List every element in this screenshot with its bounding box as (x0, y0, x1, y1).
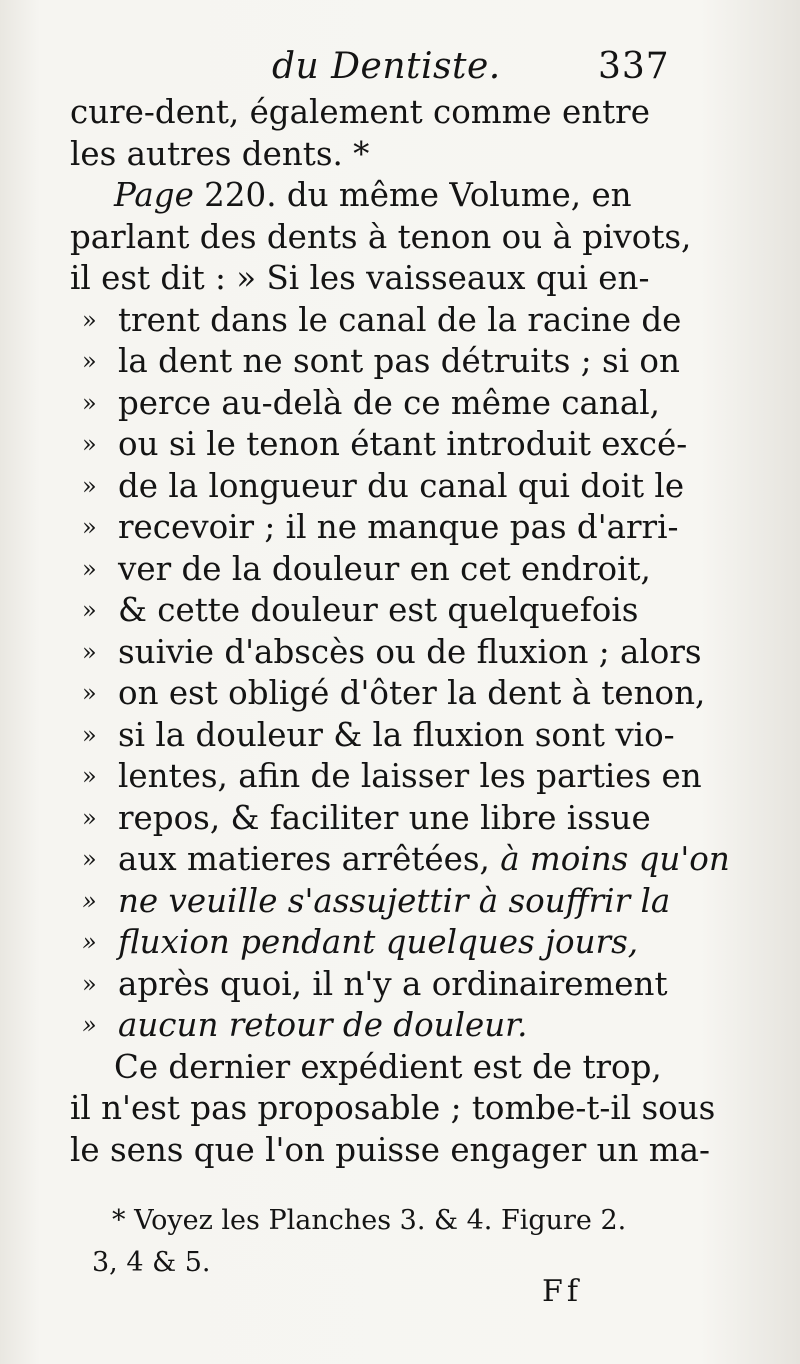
quoted-line: » trent dans le canal de la racine de (70, 300, 690, 342)
footnote (92, 1200, 722, 1284)
quoted-line: » ver de la douleur en cet endroit, (70, 549, 690, 591)
quoted-line: » de la longueur du canal qui doit le (70, 466, 690, 508)
quoted-line: » recevoir ; il ne manque pas d'arri- (70, 507, 690, 549)
text-line: parlant des dents à tenon ou à pivots, (70, 217, 692, 256)
quoted-line: » repos, & faciliter une libre issue (70, 798, 690, 840)
quoted-line: » lentes, afin de laisser les parties en (70, 756, 690, 798)
page-number: 337 (598, 46, 670, 87)
footnote-line: * Voyez les Planches 3. & 4. Figure 2. (112, 1205, 627, 1236)
text-line: cure-dent, également comme entre (70, 93, 650, 131)
text-line: il n'est pas proposable ; tombe-t-il sous (70, 1089, 716, 1127)
page-ref-rest: 220. du même Volume, en (193, 176, 632, 214)
text-line: il est dit : » Si les vaisseaux qui en- (70, 259, 650, 297)
signature-mark: Ff (542, 1274, 582, 1309)
quoted-line: » on est obligé d'ôter la dent à tenon, (70, 673, 690, 715)
quoted-line (70, 839, 730, 881)
running-head: du Dentiste. (272, 46, 501, 87)
text-roman: aux matieres arrêtées, (118, 840, 490, 878)
text-line: Ce dernier expédient est de trop, (114, 1047, 662, 1086)
page-ref-label: Page (114, 176, 194, 214)
quoted-line: » après quoi, il n'y a ordinairement (70, 964, 690, 1006)
quoted-line: » & cette douleur est quelquefois (70, 590, 690, 632)
text-italic: à moins qu'on (500, 840, 730, 878)
quoted-line: » si la douleur & la fluxion sont vio- (70, 715, 690, 757)
quoted-line: » perce au-delà de ce même canal, (70, 383, 690, 425)
text-line: les autres dents. * (70, 134, 370, 173)
quoted-line: » ou si le tenon étant introduit excé- (70, 424, 690, 466)
text-line: le sens que l'on puisse engager un ma- (70, 1130, 710, 1169)
quoted-line: » fluxion pendant quelques jours, (70, 922, 690, 964)
page-header (0, 46, 800, 96)
footnote-line: 3, 4 & 5. (92, 1247, 211, 1278)
body-text (70, 92, 730, 1171)
quoted-line: » suivie d'abscès ou de fluxion ; alors (70, 632, 690, 674)
quoted-line: » ne veuille s'assujettir à souffrir la (70, 881, 690, 923)
text-line (70, 175, 690, 217)
quoted-line: » aucun retour de douleur. (70, 1005, 690, 1047)
quoted-line: » la dent ne sont pas détruits ; si on (70, 341, 690, 383)
